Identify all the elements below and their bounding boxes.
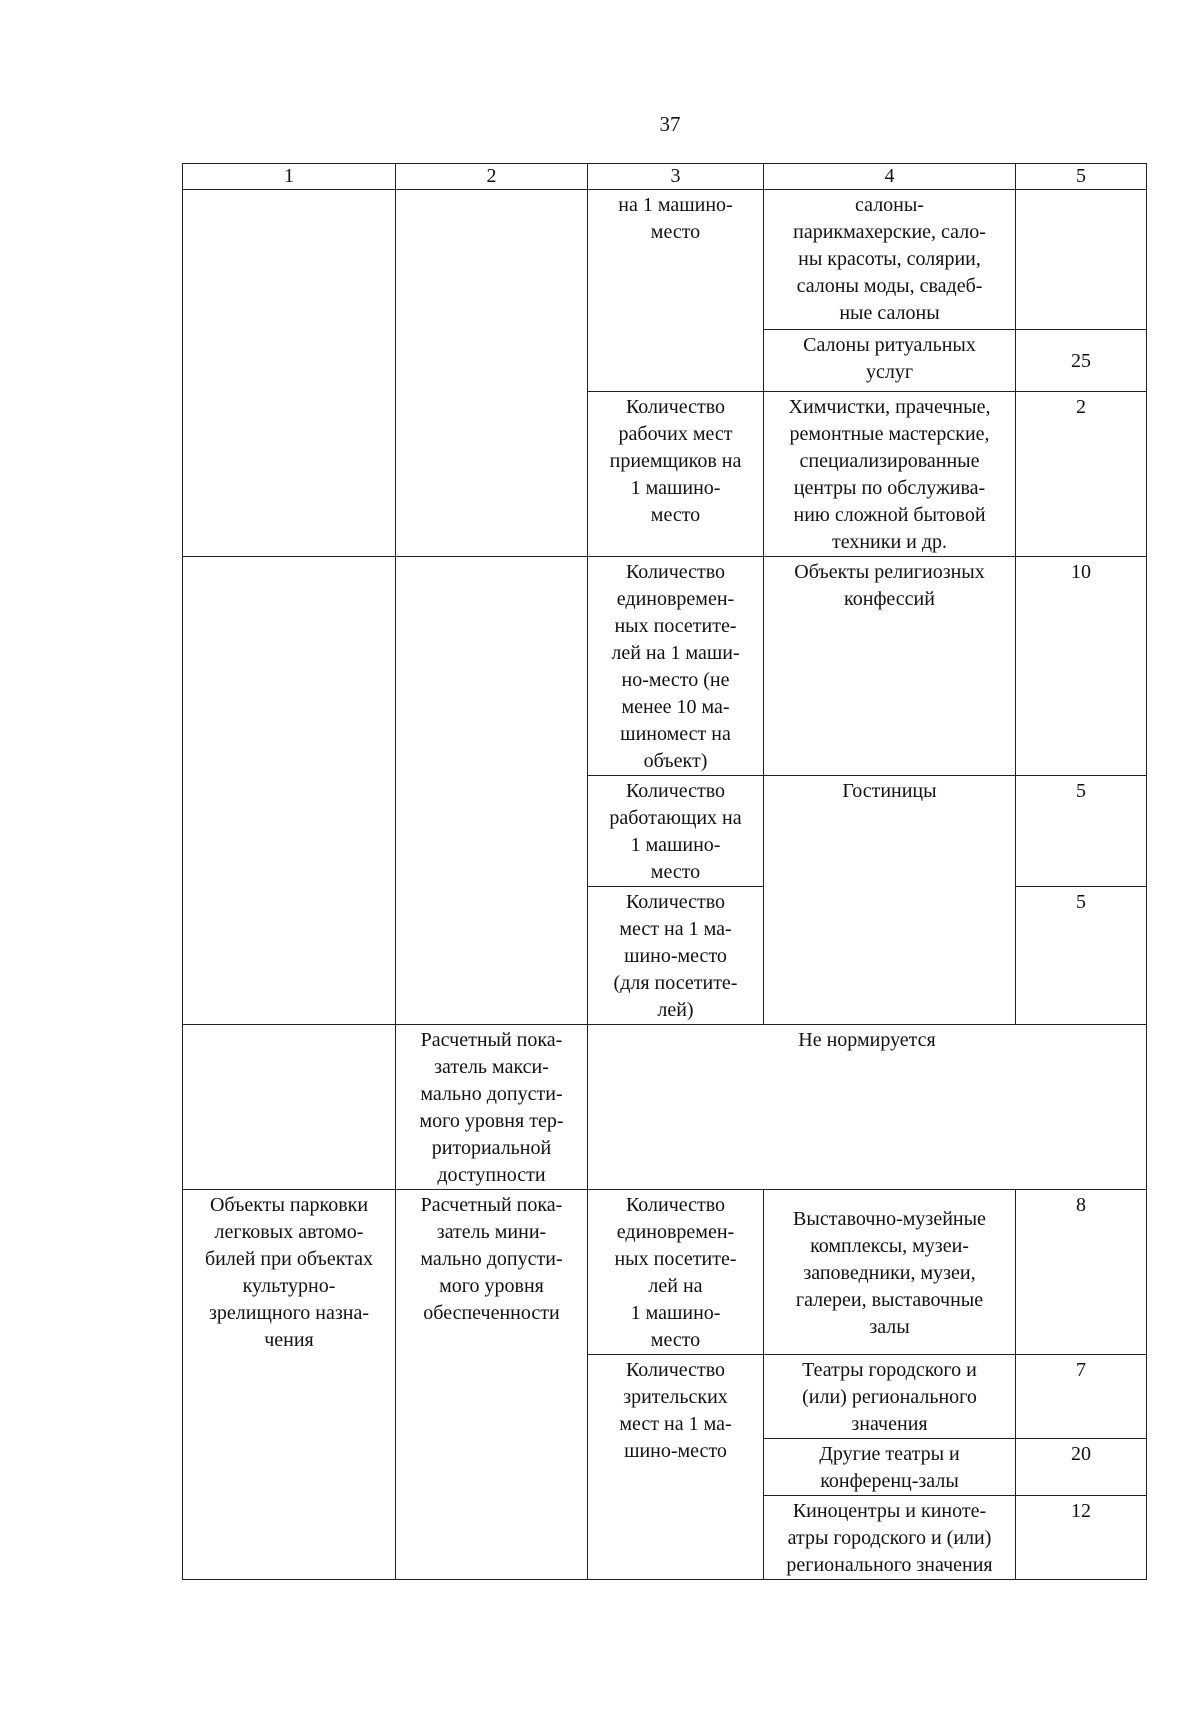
cell-indicator: Расчетный пока- затель макси- мально допусти- мого уровня тер- риториальной доступности: [396, 1025, 588, 1190]
cell-unit: Количество единовремен- ных посетите- лей на 1 маши- но-место (не менее 10 ма- шиномест на объект): [588, 557, 764, 776]
cell-facility: Театры городского и (или) регионального значения: [764, 1355, 1016, 1439]
cell-object-type: [183, 1025, 396, 1190]
cell-value: 12: [1016, 1496, 1147, 1580]
cell-indicator: Расчетный пока- затель мини- мально допусти- мого уровня обеспеченности: [396, 1190, 588, 1580]
header-col-1: 1: [183, 164, 396, 190]
cell-facility: салоны- парикмахерские, сало- ны красоты, солярии, салоны моды, свадеб- ные салоны: [764, 190, 1016, 330]
header-col-4: 4: [764, 164, 1016, 190]
table-header-row: [183, 164, 1147, 190]
cell-facility: Химчистки, прачечные, ремонтные мастерские, специализированные центры по обслужива- нию сложной бытовой техники и др.: [764, 392, 1016, 557]
cell-unit: на 1 машино- место: [588, 190, 764, 392]
header-col-5: 5: [1016, 164, 1147, 190]
table-row: [183, 1025, 1147, 1190]
cell-value: 2: [1016, 392, 1147, 557]
cell-not-normalized: Не нормируется: [588, 1025, 1147, 1190]
cell-facility: Гостиницы: [764, 776, 1016, 1025]
cell-facility: Другие театры и конференц-залы: [764, 1439, 1016, 1496]
cell-value: 8: [1016, 1190, 1147, 1355]
table-row: [183, 190, 1147, 330]
cell-object-type: [183, 557, 396, 1025]
cell-indicator: [396, 557, 588, 1025]
cell-facility: Выставочно-музейные комплексы, музеи- заповедники, музеи, галереи, выставочные залы: [764, 1190, 1016, 1355]
cell-value: 5: [1016, 887, 1147, 1025]
cell-facility: Салоны ритуальных услуг: [764, 330, 1016, 392]
table-row: [183, 557, 1147, 776]
norms-table: [182, 163, 1147, 1580]
cell-value: 20: [1016, 1439, 1147, 1496]
cell-facility: Киноцентры и киноте- атры городского и (или) регионального значения: [764, 1496, 1016, 1580]
cell-unit: Количество работающих на 1 машино- место: [588, 776, 764, 887]
cell-indicator: [396, 190, 588, 557]
cell-facility: Объекты религиозных конфессий: [764, 557, 1016, 776]
cell-unit: Количество зрительских мест на 1 ма- шино-место: [588, 1355, 764, 1580]
cell-value: [1016, 190, 1147, 330]
cell-unit: Количество мест на 1 ма- шино-место (для посетите- лей): [588, 887, 764, 1025]
cell-unit: Количество единовремен- ных посетите- лей на 1 машино- место: [588, 1190, 764, 1355]
table-row: [183, 1190, 1147, 1355]
cell-value: 25: [1016, 330, 1147, 392]
page-number: 37: [659, 112, 681, 136]
cell-value: 7: [1016, 1355, 1147, 1439]
cell-value: 10: [1016, 557, 1147, 776]
cell-object-type: [183, 190, 396, 557]
header-col-2: 2: [396, 164, 588, 190]
cell-value: 5: [1016, 776, 1147, 887]
cell-unit: Количество рабочих мест приемщиков на 1 машино- место: [588, 392, 764, 557]
header-col-3: 3: [588, 164, 764, 190]
cell-object-type: Объекты парковки легковых автомо- билей при объектах культурно- зрелищного назна- чения: [183, 1190, 396, 1580]
